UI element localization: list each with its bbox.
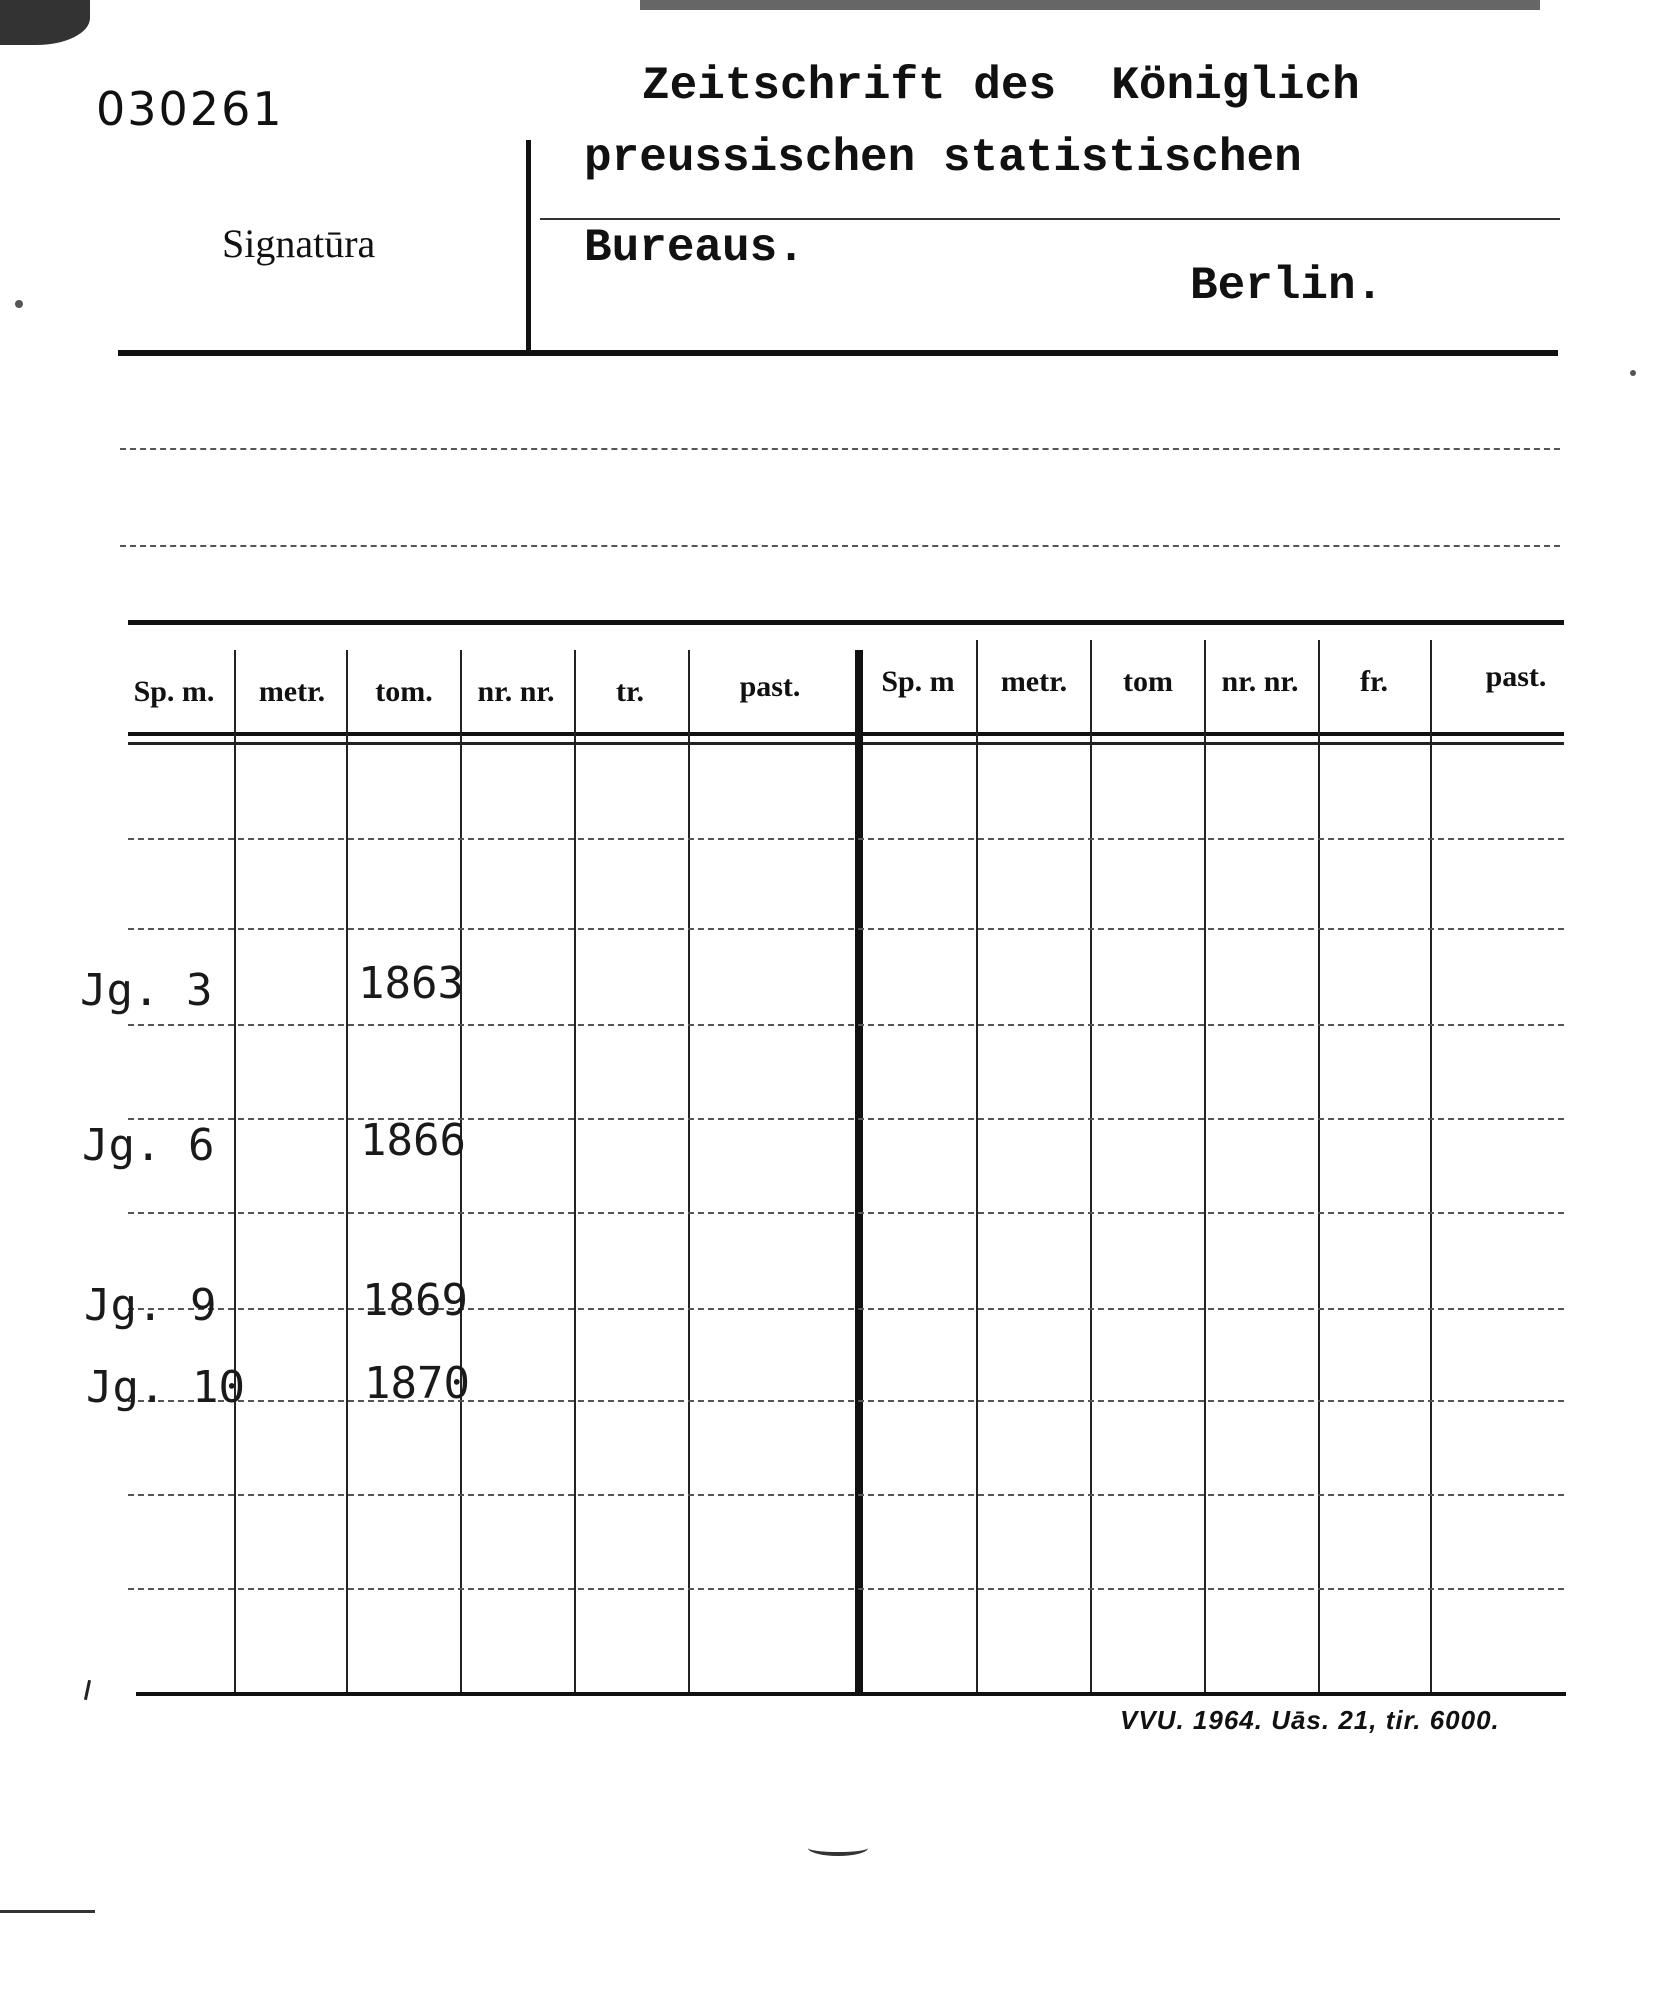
title-line-2: preussischen statistischen [584, 132, 1302, 184]
footer-print-note: VVU. 1964. Uās. 21, tir. 6000. [1120, 1705, 1500, 1735]
title-line-1: Zeitschrift des Königlich [642, 60, 1360, 112]
title-underline [540, 218, 1560, 220]
row-line-2 [128, 928, 1564, 930]
header-bottom-rule [128, 732, 1564, 736]
header-right-fr: fr. [1359, 665, 1389, 698]
entry-year-1: 1863 [358, 958, 464, 1009]
entry-year-3: 1869 [362, 1275, 468, 1326]
row-line-7 [128, 1400, 1564, 1402]
entry-jg-3: Jg. 9 [84, 1280, 217, 1331]
header-left-past: past. [739, 670, 801, 703]
table-center-divider [855, 650, 863, 1695]
header-left-nr-nr: nr. nr. [477, 675, 555, 708]
signature-label: Signatūra [222, 221, 376, 266]
card-number: 030261 [96, 82, 284, 136]
col-line-l3 [460, 650, 462, 1695]
place-name: Berlin. [1190, 260, 1384, 312]
table-top-rule [128, 620, 1564, 625]
header-left-tr: tr. [615, 675, 645, 708]
header-right-tom: tom [1123, 665, 1173, 698]
row-line-5 [128, 1212, 1564, 1214]
header-divider [526, 140, 531, 350]
blank-line-2 [120, 545, 1560, 547]
header-left-sp-m: Sp. m. [133, 675, 215, 708]
row-line-6 [128, 1308, 1564, 1310]
header-right-past: past. [1485, 660, 1547, 693]
body-top-rule [128, 742, 1564, 745]
header-right-sp-m: Sp. m [881, 665, 955, 698]
col-line-r3 [1204, 640, 1206, 1695]
blank-line-1 [120, 448, 1560, 450]
row-line-9 [128, 1588, 1564, 1590]
col-line-r1 [976, 640, 978, 1695]
col-line-r4 [1318, 640, 1320, 1695]
entry-jg-4: Jg. 10 [86, 1362, 245, 1413]
col-line-l4 [574, 650, 576, 1695]
row-line-8 [128, 1494, 1564, 1496]
col-line-r2 [1090, 640, 1092, 1695]
col-line-l2 [346, 650, 348, 1695]
col-line-l5 [688, 650, 690, 1695]
entry-jg-1: Jg. 3 [80, 965, 213, 1016]
row-line-1 [128, 838, 1564, 840]
header-rule [118, 350, 1558, 356]
header-right-nr-nr: nr. nr. [1221, 665, 1299, 698]
header-left-metr: metr. [258, 675, 326, 708]
entry-jg-2: Jg. 6 [82, 1120, 215, 1171]
stray-tick [84, 1680, 91, 1700]
row-line-4 [128, 1118, 1564, 1120]
title-line-3: Bureaus. [584, 222, 805, 274]
header-left-tom: tom. [375, 675, 433, 708]
stray-mark [808, 1840, 868, 1856]
entry-year-2: 1866 [360, 1115, 466, 1166]
table-bottom-rule [136, 1692, 1566, 1696]
row-line-3 [128, 1024, 1564, 1026]
entry-year-4: 1870 [364, 1358, 470, 1409]
col-line-r5 [1430, 640, 1432, 1695]
header-right-metr: metr. [1000, 665, 1068, 698]
col-line-l1 [234, 650, 236, 1695]
